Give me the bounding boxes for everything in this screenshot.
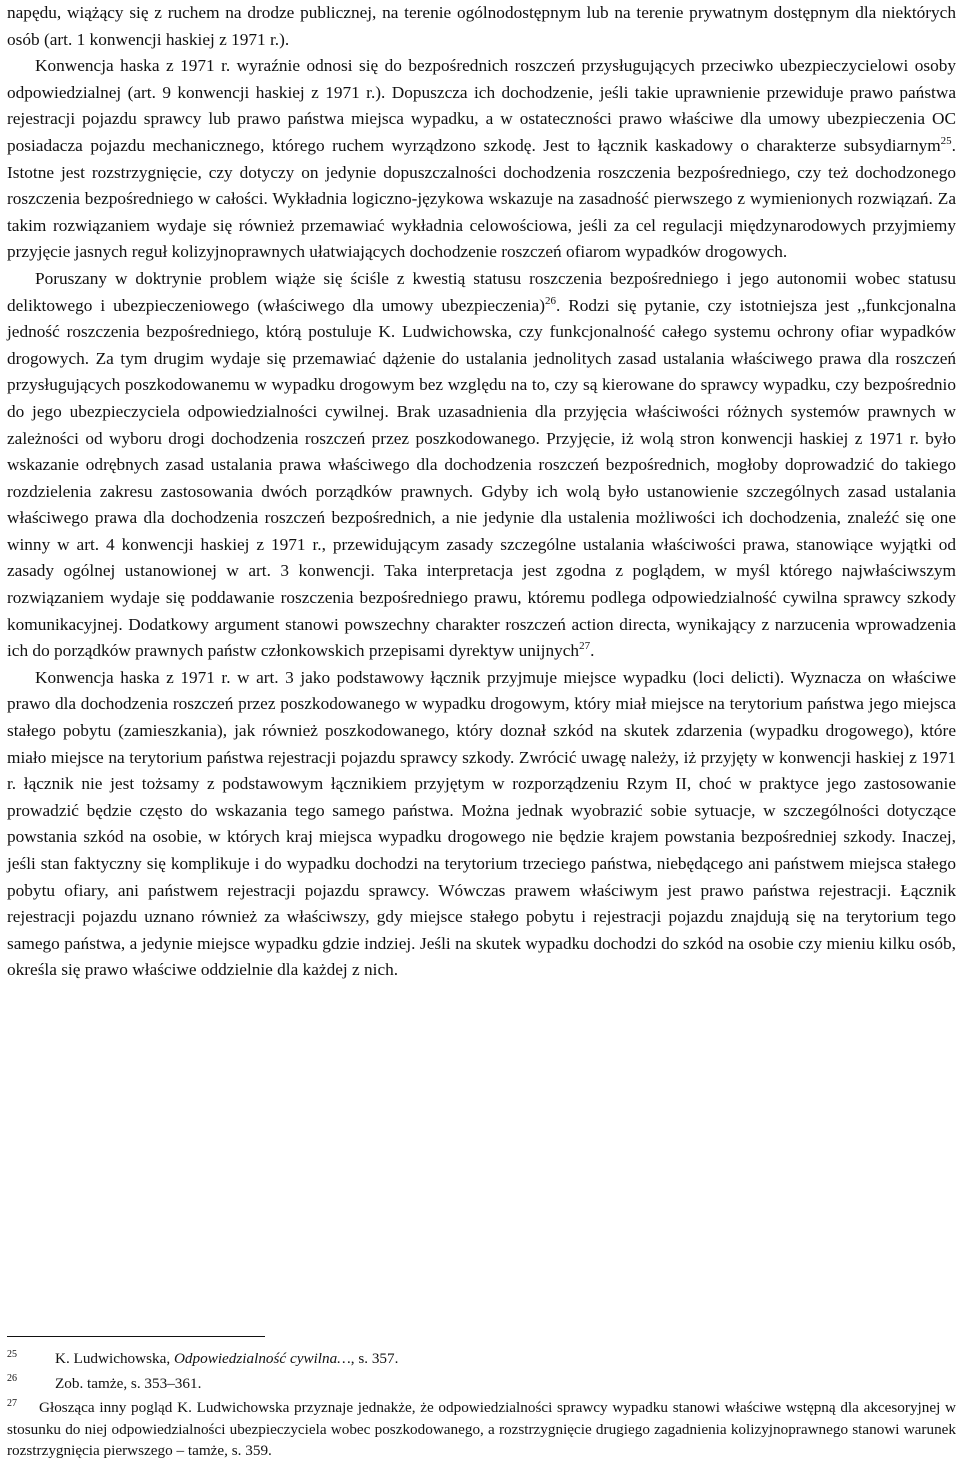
text-run: Konwencja haska z 1971 r. wyraźnie odnosi się do bezpośrednich roszczeń przysługujących przeciwko ubezpieczycielowi osoby odpowiedzialnej (art. 9 konwencji haskiej z 1971 r.). Dopuszcza ich dochodzenie, jeśli takie uprawnienie przewiduje prawo państwa rejestracji pojazdu sprawcy lub prawo państwa miejsca wypadku, a w ostateczności prawo właściwe dla umowy ubezpieczenia OC posiadacza pojazdu mechanicznego, którego ruchem wyrządzono szkodę. Jest to łącznik kaskadowy o charakterze subsydiarnym: [7, 56, 956, 155]
text-run: . Rodzi się pytanie, czy istotniejsza jest ,,funkcjonalna jedność roszczenia bezpośredniego, którą postuluje K. Ludwichowska, czy funkcjonalność całego systemu ochrony ofiar wypadków drogowych. Za tym drugim wydaje się przemawiać dążenie do ustalania jednolitych zasad ustalania właściwego prawa dla roszczeń przysługujących poszkodowanemu w wypadku drogowym bez względu na to, czy są kierowane do sprawcy wypadku, czy bezpośrednio do jego ubezpieczyciela odpowiedzialności cywilnej. Brak uzasadnienia dla przyjęcia właściwości różnych systemów prawnych w zależności od wyboru drogi dochodzenia roszczeń przez poszkodowanego. Przyjęcie, iż wolą stron konwencji haskiej z 1971 r. było wskazanie odrębnych zasad ustalania prawa właściwego dla dochodzenia roszczeń bezpośrednich, mogłoby doprowadzić do takiego rozdzielenia zakresu zastosowania dwóch porządków prawnych. Gdyby ich wolą było ustanowienie szczególnych zasad ustalania właściwego prawa dla dochodzenia roszczeń bezpośrednich, a nie jedynie dla ustalenia możliwości ich dochodzenia, znaleźć się one winny w art. 4 konwencji haskiej z 1971 r., przewidującym zasady szczególne ustalania właściwości prawa, stanowiące wyjątki od zasady ogólnej ustanowionej w art. 3 konwencji. Taka interpretacja jest zgodna z poglądem, w myśl którego najwłaściwszym rozwiązaniem wydaje się poddawanie roszczenia bezpośredniego prawu, któremu podlega odpowiedzialność cywilna sprawcy szkody komunikacyjnej. Dodatkowy argument stanowi powszechny charakter roszczeń action directa, wynikający z narzucenia wprowadzenia ich do porządków prawnych państw członkowskich przepisami dyrektyw unijnych: [7, 295, 956, 661]
text-run: Głosząca inny pogląd K. Ludwichowska przyznaje jednakże, że odpowiedzialności sprawcy wypadku stanowi właściwe wstępną dla akcesoryjnej w stosunku do niej odpowiedzialności ubezpieczyciela wobec poszkodowanego, a rozstrzygnięcie drugiego zagadnienia kolizyjnoprawnego stanowi warunek rozstrzygnięcia pierwszego – tamże, s. 359.: [7, 1399, 956, 1459]
footnote-reference: 27: [579, 640, 591, 653]
footnote-reference: 26: [544, 294, 556, 307]
text-run: Poruszany w doktrynie problem wiąże się ściśle z kwestią statusu roszczenia bezpośredniego i jego autonomii wobec statusu deliktowego i ubezpieczeniowego (właściwego dla umowy ubezpieczenia): [7, 268, 956, 315]
paragraph: [7, 0, 956, 53]
text-run: napędu, wiążący się z ruchem na drodze publicznej, na terenie ogólnodostępnym lub na terenie prywatnym dostępnym dla niektórych osób (art. 1 konwencji haskiej z 1971 r.).: [7, 3, 956, 49]
text-run: , s. 357.: [350, 1350, 399, 1367]
footnote: 25 K. Ludwichowska, Odpowiedzialność cywilna…, s. 357.: [7, 1348, 399, 1367]
footnote: 26 Zob. tamże, s. 353–361.: [7, 1373, 202, 1392]
footnote: 27 Głosząca inny pogląd K. Ludwichowska przyznaje jednakże, że odpowiedzialności sprawcy wypadku stanowi właściwe wstępną dla akcesoryjnej w stosunku do niej odpowiedzialności ubezpieczyciela wobec poszkodowanego, a rozstrzygnięcie drugiego zagadnienia kolizyjnoprawnego stanowi warunek rozstrzygnięcia pierwszego – tamże, s. 359.: [7, 1397, 956, 1459]
footnote-reference: 25: [940, 135, 952, 148]
text-run: . Istotne jest rozstrzygnięcie, czy dotyczy on jedynie dopuszczalności dochodzenia roszczenia bezpośredniego, czy też dochodzonego roszczenia bezpośredniego w całości. Wykładnia logiczno-językowa wskazuje na zasadność pierwszego z wymienionych rozwiązań. Za takim rozwiązaniem wydaje się również przemawiać wykładnia celowościowa, jeśli za cel regulacji międzynarodowych przyjmiemy przyjęcie jasnych reguł kolizyjnoprawnych ułatwiających dochodzenie roszczeń ofiarom wypadków drogowych.: [7, 135, 956, 262]
text-run: .: [590, 641, 595, 661]
text-run: Konwencja haska z 1971 r. w art. 3 jako podstawowy łącznik przyjmuje miejsce wypadku (loci delicti). Wyznacza on właściwe prawo dla dochodzenia roszczeń przez poszkodowanego w wypadku drogowym, który miał miejsce na terytorium państwa jego miejsca stałego pobytu (zamieszkania), jak również poszkodowanego, który doznał szkód na skutek zdarzenia (wypadku drogowego), które miało miejsce na terytorium państwa rejestracji pojazdu sprawcy szkody. Zwrócić uwagę należy, iż przyjęty w konwencji haskiej z 1971 r. łącznik nie jest tożsamy z podstawowym łącznikiem przyjętym w rozporządzeniu Rzym II, choć w praktyce jego zastosowanie prowadzić będzie często do wskazania tego samego państwa. Można jednak wyobrazić sobie sytuacje, w szczególności dotyczące powstania szkód na osobie, w których kraj miejsca wypadku drogowego nie będzie krajem powstania bezpośredniej szkody. Inaczej, jeśli stan faktyczny się komplikuje i do wypadku dochodzi na terytorium trzeciego państwa, niebędącego ani państwem miejsca stałego pobytu ofiary, ani państwem rejestracji pojazdu sprawcy. Wówczas prawem właściwym jest prawo państwa rejestracji. Łącznik rejestracji pojazdu uznano również za właściwszy, gdy miejsce stałego pobytu i rejestracji pojazdu znajdują się na terytorium tego samego państwa, a jedynie miejsce wypadku gdzie indziej. Jeśli na skutek wypadku dochodzi do szkód na osobie czy mieniu kilku osób, określa się prawo właściwe oddzielnie dla każdej z nich.: [7, 667, 956, 980]
italic-title: Odpowiedzialność cywilna…: [173, 1350, 351, 1367]
footnotes: [7, 1348, 956, 1465]
main-text: [7, 0, 956, 984]
footnote-separator: [7, 1336, 265, 1337]
paragraph: [7, 53, 956, 266]
text-run: K. Ludwichowska,: [55, 1350, 174, 1367]
paragraph: [7, 266, 956, 665]
paragraph: [7, 665, 956, 984]
text-run: Zob. tamże, s. 353–361.: [55, 1374, 202, 1392]
